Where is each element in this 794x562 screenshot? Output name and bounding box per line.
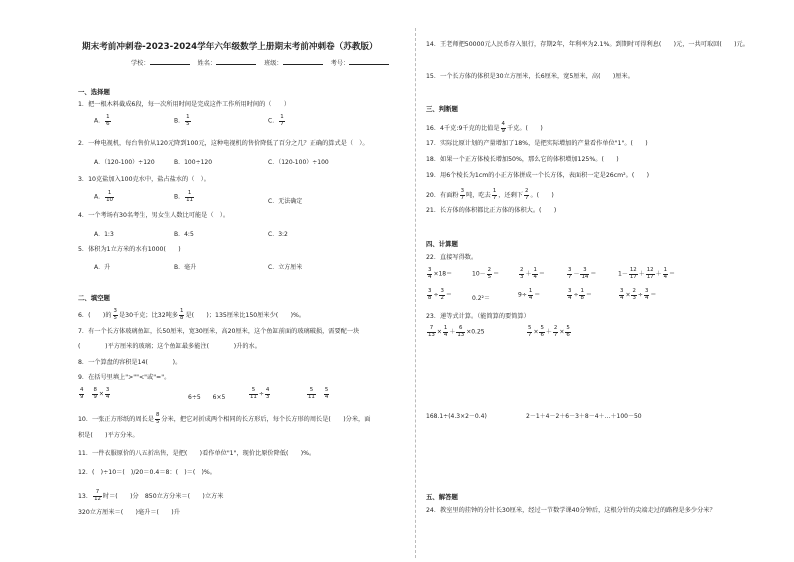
q23-expression-2 bbox=[526, 326, 572, 338]
q1-option-b[interactable]: B． $\frac{1}{5}$ bbox=[174, 114, 190, 127]
expr-text: － bbox=[573, 270, 580, 278]
section-solve: 五、解答题 bbox=[426, 493, 458, 501]
question-15: 15．一个长方体的体积是30立方厘米，长6厘米，宽5厘米，高( )厘米。 bbox=[426, 73, 634, 80]
q5-option-b[interactable]: B．毫升 bbox=[174, 264, 197, 271]
fraction: $\frac{3}{14}$ bbox=[581, 267, 589, 280]
fraction: $\frac{3}{4}$ bbox=[568, 288, 572, 301]
q4-option-b[interactable]: B．4:5 bbox=[174, 231, 194, 238]
question-23: 23．递等式计算。（能简算的要简算） bbox=[426, 313, 530, 320]
q22-item bbox=[518, 289, 540, 301]
expr-text: × bbox=[533, 328, 539, 336]
question-6: 6．( )的 $\frac{3}{5}$ 是30千克；比32吨多 $\frac{1}{8}$ 是( )；135厘米比150厘米少( )%。 bbox=[78, 308, 306, 321]
class-label: 班级： bbox=[264, 60, 283, 67]
q5-option-a[interactable]: A．升 bbox=[94, 264, 111, 271]
expr-text: 0.2²＝ bbox=[472, 295, 490, 302]
q22-item bbox=[566, 289, 592, 301]
question-2: 2．一种电视机，每台售价从120元降到100元，这种电视机的售价降低了百分之几？正确的算式是（ ）。 bbox=[78, 140, 369, 147]
fraction: $\frac{2}{3}$ bbox=[632, 288, 636, 301]
fraction: $\frac{3}{2}$ bbox=[440, 288, 444, 301]
fraction: $\frac{2}{3}$ bbox=[520, 267, 524, 280]
expr-text: ＝ bbox=[590, 270, 597, 278]
question-7-line2: ( )平方厘米的玻璃；这个鱼缸最多能注( )升的水。 bbox=[78, 343, 261, 350]
fraction: $\frac{2}{5}$ bbox=[487, 267, 492, 280]
q3-option-b[interactable]: B． $\frac{1}{11}$ bbox=[174, 190, 193, 203]
q1-option-c[interactable]: C． $\frac{1}{7}$ bbox=[268, 114, 284, 127]
school-label: 学校： bbox=[131, 60, 150, 67]
expr-text: ＝ bbox=[650, 291, 657, 299]
fraction: $\frac{12}{17}$ bbox=[646, 267, 654, 280]
expr-text: ÷ bbox=[573, 291, 579, 299]
q2-option-c[interactable]: C．（120-100）÷100 bbox=[268, 159, 329, 166]
fraction: $\frac{5}{6}$ bbox=[540, 325, 544, 338]
q22-item bbox=[426, 268, 452, 280]
q22-item bbox=[472, 268, 499, 280]
section-choice: 一、选择题 bbox=[78, 88, 110, 96]
expr-text: ＋ bbox=[449, 328, 456, 336]
q23-expression-4: 2－1＋4－2＋6－3＋8－4＋…＋100－50 bbox=[526, 413, 642, 420]
question-4: 4．一个考场有30名考生，男女生人数比可能是（ ）。 bbox=[78, 212, 230, 219]
expr-text: × bbox=[559, 328, 565, 336]
question-24: 24．教室里的挂钟的分针长30厘米，经过一节数学课40分钟后，这根分针的尖端走过的路程是多少分米？ bbox=[426, 507, 716, 514]
section-fill-blank: 二、填空题 bbox=[78, 294, 110, 302]
fraction: $\frac{5}{6}$ bbox=[566, 325, 570, 338]
question-9: 9．在括号里填上">""<"或"="。 bbox=[78, 374, 171, 381]
expr-text: ÷ bbox=[637, 291, 643, 299]
name-label: 姓名： bbox=[197, 60, 217, 67]
question-22: 22．直接写得数。 bbox=[426, 254, 478, 261]
expr-text: 10－ bbox=[472, 270, 486, 278]
section-calc: 四、计算题 bbox=[426, 240, 458, 248]
question-13-line1: 13． $\frac{7}{12}$ 时＝( )分 850立方分米＝( )立方米 bbox=[78, 489, 224, 502]
fraction: $\frac{1}{4}$ bbox=[528, 288, 533, 301]
q3-option-a[interactable]: A． $\frac{1}{10}$ bbox=[94, 190, 113, 203]
expr-text: ÷ bbox=[433, 291, 439, 299]
question-20: 20．有面粉 $\frac{3}{7}$ 吨，吃去 $\frac{1}{7}$ ，还剩下 $\frac{2}{7}$ 。( ) bbox=[426, 188, 554, 201]
q23-expression-3: 168.1÷(4.3×2－0.4) bbox=[426, 413, 487, 420]
q22-item bbox=[472, 293, 490, 302]
question-19: 19．用6个棱长为1cm的小正方体拼成一个长方体，表面积一定是26cm²。( ) bbox=[426, 172, 650, 179]
q3-option-c[interactable]: C．无法确定 bbox=[268, 198, 303, 205]
exam-number-label: 考号： bbox=[330, 60, 350, 67]
expr-text: ×0.25 bbox=[466, 328, 485, 336]
fraction: $\frac{1}{4}$ bbox=[663, 267, 668, 280]
page-title: 期末考前冲刺卷-2023-2024学年六年级数学上册期末考前冲刺卷（苏教版） bbox=[82, 42, 378, 52]
expr-text: × bbox=[436, 328, 442, 336]
question-21: 21．长方体的体积都比正方体的体积大。( ) bbox=[426, 207, 557, 214]
fraction: $\frac{3}{4}$ bbox=[620, 288, 624, 301]
question-8: 8．一个算盘的容积是14( )。 bbox=[78, 359, 182, 366]
name-field[interactable] bbox=[216, 64, 256, 65]
question-18: 18．如果一个正方体棱长增加50%，那么它的体积增加125%。( ) bbox=[426, 156, 619, 163]
expr-text: ＝ bbox=[585, 291, 592, 299]
expr-text: ＝ bbox=[493, 270, 500, 278]
q22-item bbox=[426, 289, 452, 301]
expr-text: ＝ bbox=[669, 270, 676, 278]
question-11: 11．一件衣服原价的八五折出售，是把( )看作单位"1"，现价比原价降低( )%。 bbox=[78, 450, 316, 457]
fraction: $\frac{3}{8}$ bbox=[428, 288, 432, 301]
column-divider bbox=[415, 28, 416, 558]
q9-compare-2: 6÷5 6×5 bbox=[188, 394, 226, 401]
q22-item bbox=[566, 268, 596, 280]
fraction: $\frac{6}{13}$ bbox=[457, 325, 465, 338]
student-info-row bbox=[131, 60, 389, 68]
expr-text: × bbox=[625, 291, 631, 299]
q1-option-a[interactable]: A． $\frac{1}{6}$ bbox=[94, 114, 110, 127]
fraction: $\frac{1}{4}$ bbox=[443, 325, 448, 338]
q5-option-c[interactable]: C．立方厘米 bbox=[268, 264, 303, 271]
question-12: 12．( )÷10＝( )/20＝0.4＝8：( )＝( )%。 bbox=[78, 469, 216, 476]
q4-option-a[interactable]: A．1:3 bbox=[94, 231, 114, 238]
question-10-line2: 积是( )平方分米。 bbox=[78, 432, 139, 439]
fraction: $\frac{12}{17}$ bbox=[629, 267, 637, 280]
question-14: 14．王老师把50000元人民币存入银行，存期2年，年利率为2.1%。到期时可得利息( )元，一共可取回( )元。 bbox=[426, 41, 749, 48]
expr-text: 9÷ bbox=[518, 291, 527, 299]
expr-text: ＝ bbox=[445, 291, 452, 299]
question-3: 3．10克盐加入100克水中，盐占盐水的（ ）。 bbox=[78, 176, 210, 183]
fraction: $\frac{7}{13}$ bbox=[428, 325, 435, 338]
fraction: $\frac{2}{7}$ bbox=[553, 325, 558, 338]
expr-text: ＋ bbox=[638, 270, 645, 278]
expr-text: ×18＝ bbox=[433, 270, 453, 278]
q9-compare-1: $\frac{4}{9}$ $\frac{8}{9}$ × $\frac{3}{4}$ bbox=[80, 387, 110, 400]
expr-text: 1－ bbox=[618, 270, 628, 278]
expr-text: ＝ bbox=[534, 291, 541, 299]
expr-text: ＋ bbox=[525, 270, 532, 278]
expr-text: ＝ bbox=[538, 270, 545, 278]
fraction: $\frac{3}{4}$ bbox=[644, 288, 649, 301]
q23-expression-1 bbox=[426, 326, 485, 338]
school-field[interactable] bbox=[150, 64, 190, 65]
q4-option-c[interactable]: C．3:2 bbox=[268, 231, 288, 238]
q9-compare-4: $\frac{5}{11}$ $\frac{5}{4}$ bbox=[308, 387, 329, 400]
q22-item bbox=[618, 268, 675, 280]
question-13-line2: 320立方厘米＝( )毫升＝( )升 bbox=[78, 509, 180, 516]
fraction: $\frac{1}{4}$ bbox=[533, 267, 537, 280]
question-7-line1: 7．有一个长方体玻璃鱼缸，长50厘米，宽30厘米，高20厘米，这个鱼缸前面的玻璃破损，需要配一块 bbox=[78, 328, 360, 335]
expr-text: ＋ bbox=[655, 270, 662, 278]
section-judge: 三、判断题 bbox=[426, 105, 458, 113]
exam-number-field[interactable] bbox=[349, 64, 389, 65]
question-1: 1．把一根木料截成6段，每一次所用时间是完成这件工作所用时间的（ ） bbox=[78, 101, 291, 108]
fraction: $\frac{3}{7}$ bbox=[568, 267, 572, 280]
fraction: $\frac{5}{7}$ bbox=[528, 325, 532, 338]
q2-option-a[interactable]: A．（120-100）÷120 bbox=[94, 159, 155, 166]
question-16: 16．4千克:9千克的比值是 $\frac{4}{9}$ 千克。( ) bbox=[426, 121, 543, 134]
expr-text: ＋ bbox=[545, 328, 552, 336]
q22-item bbox=[618, 289, 656, 301]
fraction: $\frac{1}{8}$ bbox=[580, 288, 584, 301]
q22-item bbox=[518, 268, 545, 280]
fraction: $\frac{3}{4}$ bbox=[428, 267, 432, 280]
q9-compare-3: $\frac{5}{11}$ ÷ $\frac{4}{3}$ bbox=[250, 387, 270, 400]
question-5: 5．体积为1立方米的水有1000( ) bbox=[78, 246, 181, 253]
question-10-line1: 10．一张正方形纸的周长是 $\frac{8}{5}$ 分米，把它对折成两个相同的长方形后，每个长方形的周长是( )分米，面 bbox=[78, 412, 371, 425]
q2-option-b[interactable]: B．100÷120 bbox=[174, 159, 213, 166]
question-17: 17．实际比原计划的产量增加了18%，是把实际增加的产量看作单位"1"。( ) bbox=[426, 140, 648, 147]
class-field[interactable] bbox=[283, 64, 323, 65]
